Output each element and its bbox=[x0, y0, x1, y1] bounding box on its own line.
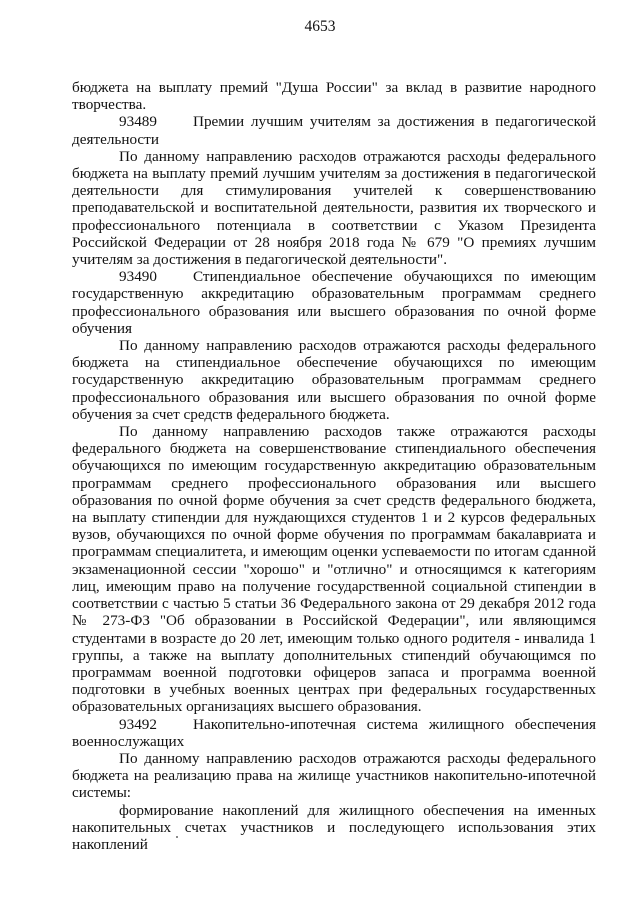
paragraph-continuation bbox=[72, 79, 596, 113]
section-heading-93492 bbox=[72, 716, 596, 750]
paragraph bbox=[72, 148, 596, 268]
paragraph bbox=[72, 750, 596, 802]
paragraph-text: По данному направлению расходов также отражаются расходы федерального бюджета на совершенствование стипендиального обеспечения обучающихся по имеющим государственную аккредитацию образовательным программам среднего профессионального образования или высшего образования по очной форме обучения за счет средств федерального бюджета, на выплату стипендии для нуждающихся студентов 1 и 2 курсов федеральных вузов, обучающихся по очной форме обучения по программам бакалавриата и программам специалитета, и имеющим оценки успеваемости по итогам сданной экзаменационной сессии "хорошо" и "отлично" и относящимся к категориям лиц, имеющим право на получение государственной социальной стипендии в соответствии с частью 5 статьи 36 Федерального закона от 29 декабря 2012 года № 273-ФЗ "Об образовании в Российской Федерации", или являющимся студентами в возрасте до 20 лет, имеющим только одного родителя - инвалида 1 группы, а также на выплату дополнительных стипендий обучающимся по программам военной подготовки офицеров запаса и программа военной подготовки в учебных военных центрах при федеральных государственных образовательных организациях высшего образования. bbox=[72, 423, 596, 716]
section-heading-93490 bbox=[72, 268, 596, 337]
paragraph-text: По данному направлению расходов отражаются расходы федерального бюджета на реализацию права на жилище участников накопительно-ипотечной системы: bbox=[72, 749, 596, 802]
budget-code: 93490 bbox=[119, 268, 157, 286]
section-title: Стипендиальное обеспечение обучающихся по имеющим государственную аккредитацию образовательным программам среднего профессионального образования или высшего образования по очной форме обучения bbox=[72, 268, 596, 337]
paragraph-text: По данному направлению расходов отражаются расходы федерального бюджета на выплату премий лучшим учителям за достижения в педагогической деятельности для стимулирования учителей к совершенствованию преподавательской и воспитательной деятельности, развития их творческого и профессионального потенциала в соответствии с Указом Президента Российской Федерации от 28 ноября 2018 года № 679 "О премиях лучшим учителям за достижения в педагогической деятельности". bbox=[72, 147, 596, 269]
document-body bbox=[72, 79, 596, 853]
scan-speck bbox=[176, 836, 178, 838]
section-title: Премии лучшим учителям за достижения в педагогической деятельности bbox=[72, 113, 596, 148]
budget-code: 93492 bbox=[119, 715, 157, 733]
paragraph-text: бюджета на выплату премий "Душа России" за вклад в развитие народного творчества. bbox=[72, 79, 596, 114]
paragraph-text: формирование накоплений для жилищного обеспечения на именных накопительных счетах участников и последующего использования этих накоплений bbox=[72, 801, 596, 853]
paragraph bbox=[72, 337, 596, 423]
paragraph bbox=[72, 423, 596, 715]
budget-code: 93489 bbox=[119, 113, 157, 131]
paragraph bbox=[72, 802, 596, 854]
page-number: 4653 bbox=[304, 18, 336, 35]
section-title: Накопительно-ипотечная система жилищного обеспечения военнослужащих bbox=[72, 715, 596, 750]
section-heading-93489 bbox=[72, 113, 596, 147]
paragraph-text: По данному направлению расходов отражаются расходы федерального бюджета на стипендиальное обеспечение обучающихся по имеющим государственную аккредитацию образовательным программам среднего профессионального образования или высшего образования по очной форме обучения за счет средств федерального бюджета. bbox=[72, 337, 596, 423]
